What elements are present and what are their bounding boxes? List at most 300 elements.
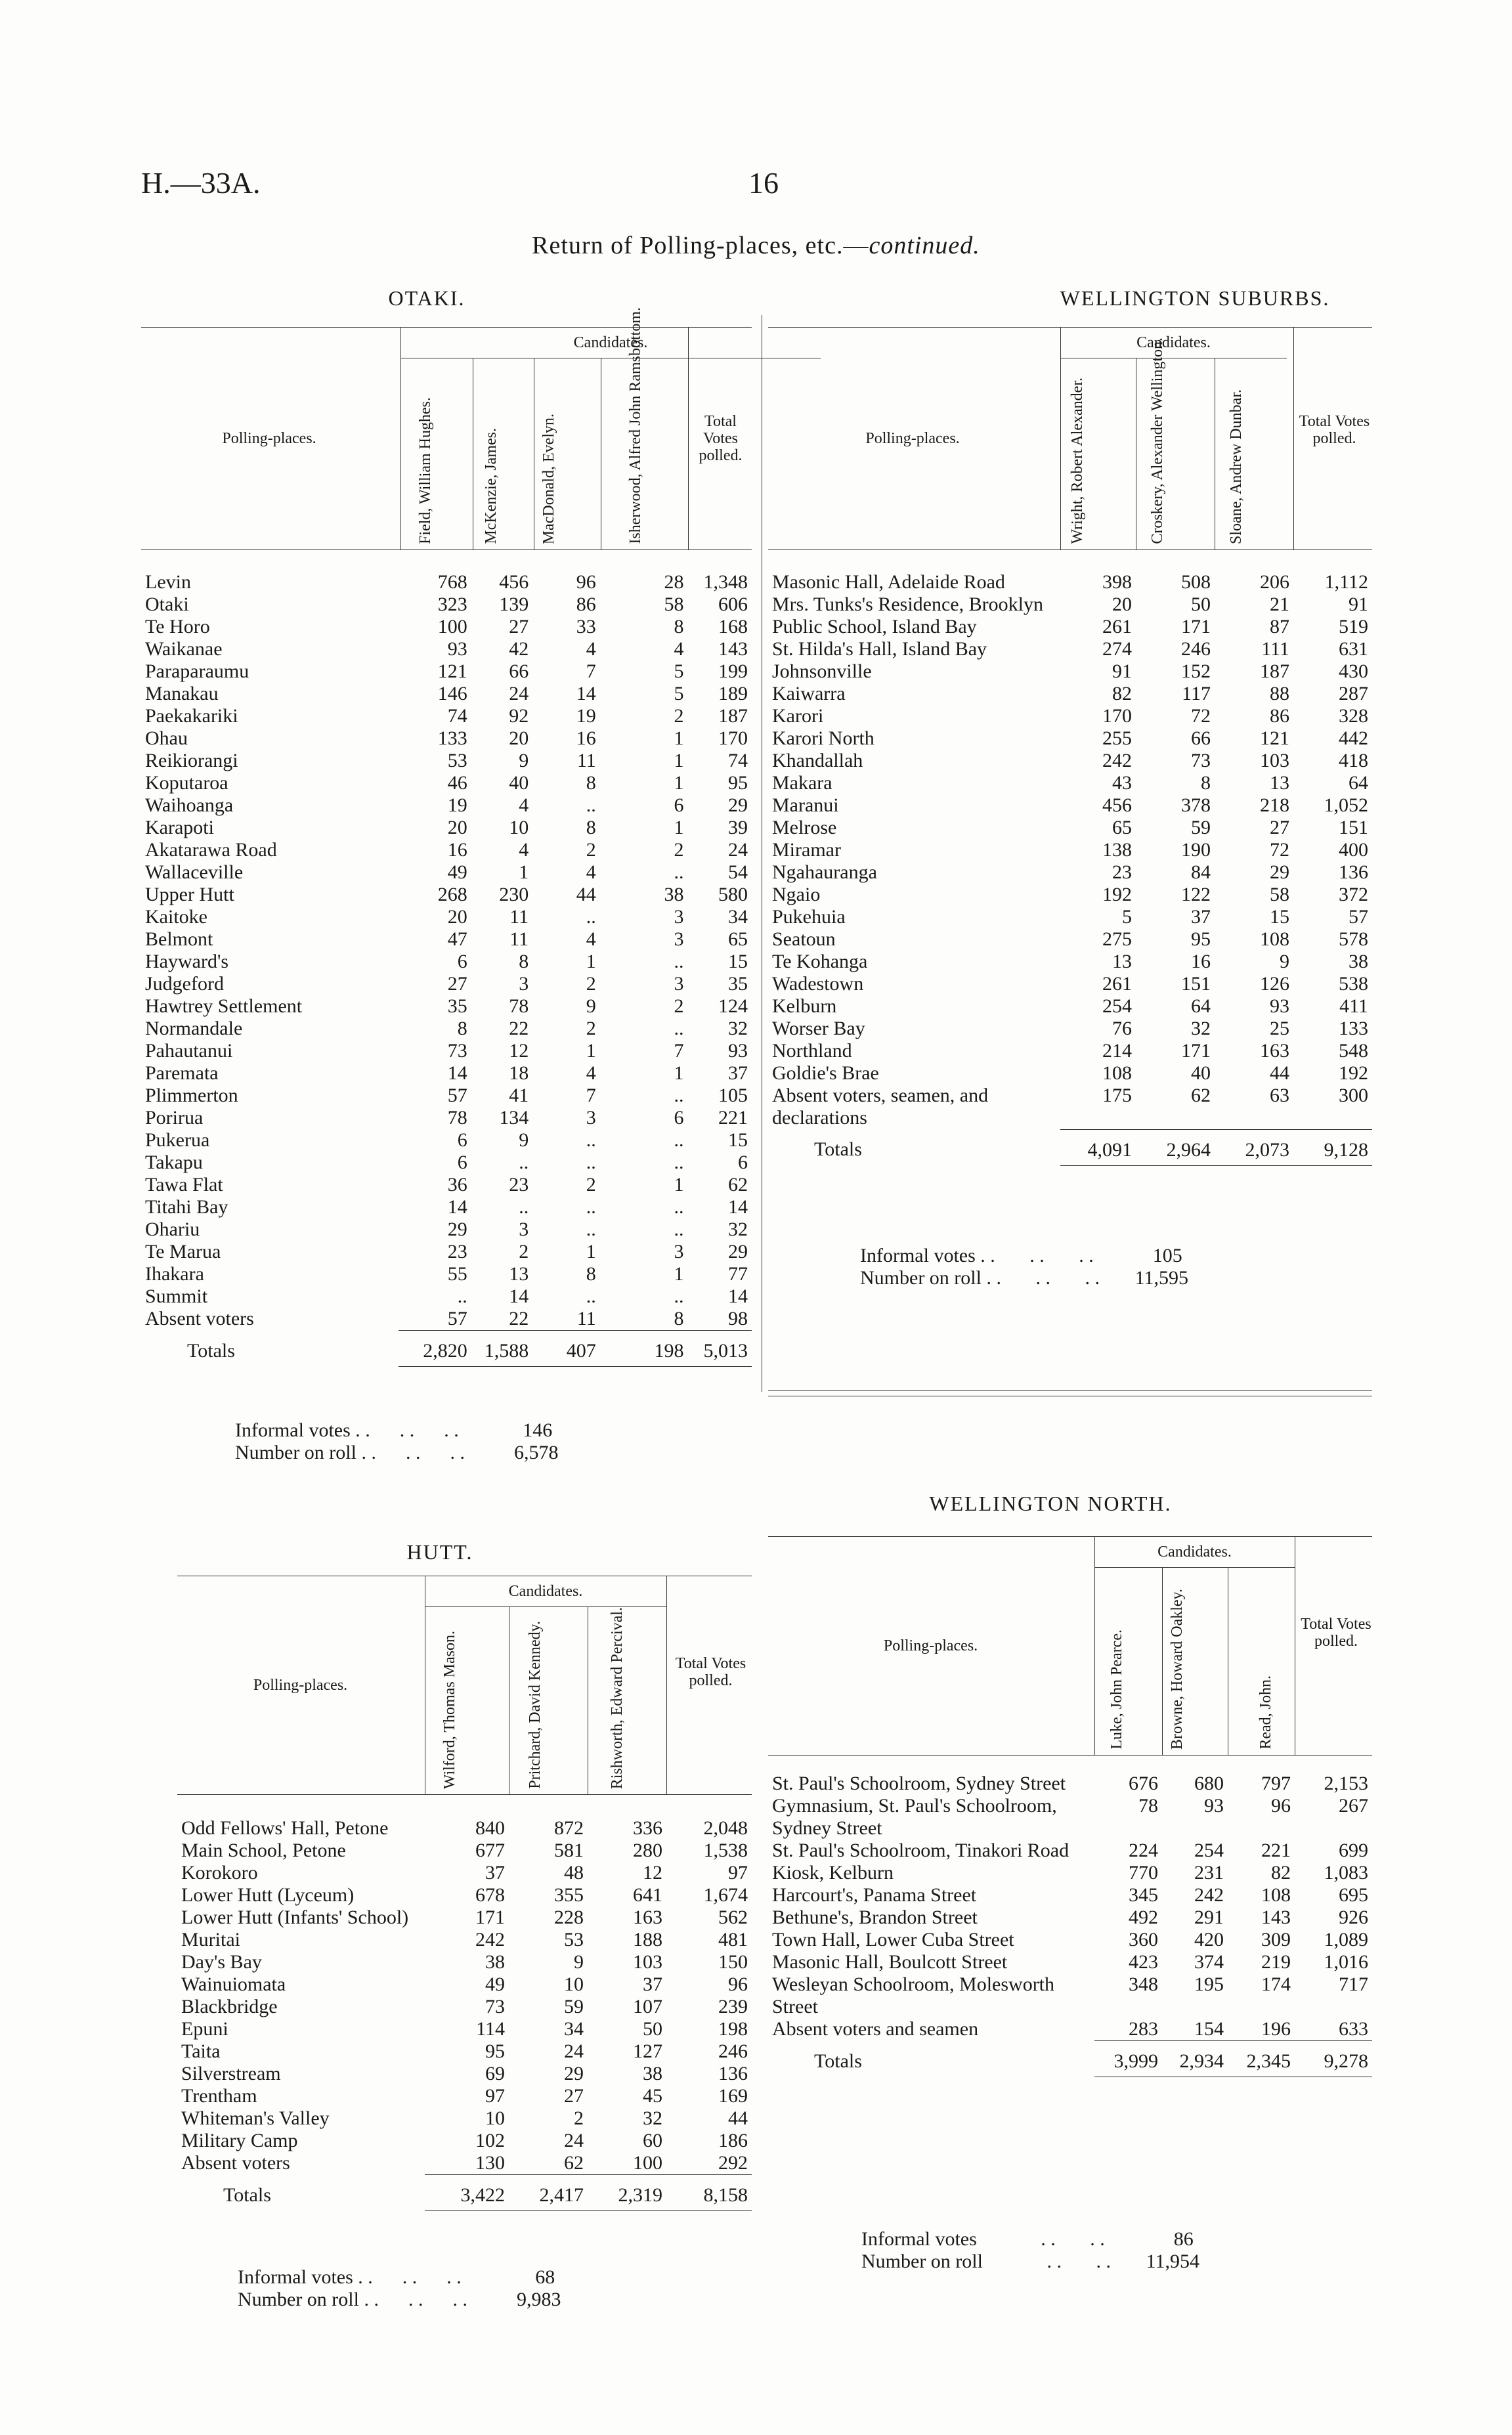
candidate-votes-cell: 66 — [1191, 727, 1211, 749]
candidate-votes-cell: 37 — [1191, 906, 1211, 928]
candidate-votes-cell: 74 — [447, 705, 467, 727]
polling-place-name: Pahautanui — [145, 1040, 233, 1062]
candidate-votes-cell: 16 — [1191, 951, 1211, 972]
polling-place-name: Karori — [772, 705, 824, 727]
total-votes-cell: 1,538 — [703, 1840, 748, 1861]
candidate-votes-cell: 50 — [643, 2018, 662, 2040]
north-candidate-1: Luke, John Pearce. — [1108, 1629, 1125, 1750]
candidate-votes-cell: 423 — [1129, 1951, 1158, 1973]
north-row — [768, 1795, 1372, 1840]
candidate-votes-cell: 163 — [1260, 1040, 1289, 1062]
suburbs-row — [768, 1040, 1372, 1062]
candidate-votes-cell: 92 — [509, 705, 529, 727]
total-votes-cell: 57 — [1349, 906, 1368, 928]
candidate-votes-cell: 275 — [1102, 928, 1132, 950]
candidate-votes-cell: 108 — [1260, 928, 1289, 950]
hutt-candidate-3: Rishworth, Edward Percival. — [609, 1606, 626, 1789]
candidate-votes-cell: 27 — [447, 973, 467, 995]
candidate-votes-cell: 87 — [1270, 616, 1289, 637]
candidate-votes-cell: 60 — [643, 2130, 662, 2151]
total-votes-cell: 538 — [1339, 973, 1368, 995]
candidate-votes-cell: 121 — [1260, 727, 1289, 749]
total-votes-cell: 548 — [1339, 1040, 1368, 1062]
candidate-votes-cell: 130 — [475, 2152, 505, 2174]
candidate-votes-cell: 59 — [564, 1996, 584, 2017]
north-informal-label: Informal votes — [861, 2228, 977, 2250]
north-polling-places-heading: Polling-places. — [883, 1637, 978, 1654]
total-votes-cell: 143 — [718, 638, 748, 660]
candidate-votes-cell: 36 — [447, 1174, 467, 1196]
candidate-votes-cell: 121 — [437, 660, 467, 682]
otaki-candidates-heading: Candidates. — [573, 334, 648, 351]
polling-place-name: Gymnasium, St. Paul's Schoolroom, Sydney Street — [772, 1795, 1057, 1839]
totals-cell: 198 — [600, 1331, 688, 1367]
totals-cell: 407 — [532, 1331, 600, 1367]
suburbs-row — [768, 571, 1372, 593]
otaki-row — [141, 951, 752, 973]
polling-place-name: Korokoro — [181, 1862, 258, 1884]
candidate-votes-cell: 4 — [519, 794, 529, 816]
candidate-votes-cell: 374 — [1194, 1951, 1224, 1973]
candidate-votes-cell: 29 — [447, 1218, 467, 1240]
hutt-row — [177, 2152, 752, 2175]
totals-cell: 8,158 — [666, 2175, 752, 2211]
candidate-votes-cell: 38 — [485, 1951, 505, 1973]
candidate-votes-cell: 230 — [499, 884, 529, 905]
total-votes-cell: 97 — [728, 1862, 748, 1884]
candidate-votes-cell: .. — [674, 1285, 684, 1307]
candidate-votes-cell: 163 — [633, 1907, 662, 1928]
polling-place-name: Hayward's — [145, 951, 229, 972]
totals-cell: 2,073 — [1215, 1129, 1293, 1165]
candidate-votes-cell: 770 — [1129, 1862, 1158, 1884]
candidate-votes-cell: 456 — [499, 571, 529, 593]
candidate-votes-cell: 58 — [1270, 884, 1289, 905]
totals-cell: 2,319 — [588, 2175, 666, 2211]
polling-place-name: Epuni — [181, 2018, 228, 2040]
candidate-votes-cell: 108 — [1102, 1062, 1132, 1084]
total-votes-cell: 606 — [718, 593, 748, 615]
candidate-votes-cell: 24 — [564, 2040, 584, 2062]
total-votes-cell: 24 — [728, 839, 748, 861]
total-votes-cell: 699 — [1339, 1840, 1368, 1861]
otaki-informal-value: 146 — [523, 1419, 553, 1441]
candidate-votes-cell: 1 — [674, 1174, 684, 1196]
otaki-column-header — [141, 307, 752, 550]
totals-cell: 3,999 — [1094, 2041, 1162, 2077]
candidate-votes-cell: 96 — [576, 571, 596, 593]
total-votes-cell: 221 — [718, 1107, 748, 1129]
candidate-votes-cell: 1 — [586, 1040, 596, 1062]
suburbs-polling-places-heading: Polling-places. — [865, 429, 960, 447]
candidate-votes-cell: .. — [674, 951, 684, 972]
candidate-votes-cell: 19 — [576, 705, 596, 727]
candidate-votes-cell: 9 — [519, 1129, 529, 1151]
hutt-row — [177, 1973, 752, 1996]
polling-place-name: Masonic Hall, Boulcott Street — [772, 1951, 1008, 1973]
otaki-row — [141, 727, 752, 750]
candidate-votes-cell: 15 — [1270, 906, 1289, 928]
candidate-votes-cell: 73 — [447, 1040, 467, 1062]
suburbs-row — [768, 616, 1372, 638]
otaki-polling-places-heading: Polling-places. — [222, 429, 316, 447]
polling-place-name: Ngahauranga — [772, 861, 877, 883]
hutt-row — [177, 1996, 752, 2018]
suburbs-row — [768, 638, 1372, 660]
total-votes-cell: 1,016 — [1324, 1951, 1368, 1973]
candidate-votes-cell: 280 — [633, 1840, 662, 1861]
polling-place-name: Paekakariki — [145, 705, 238, 727]
polling-place-name: Normandale — [145, 1018, 243, 1039]
candidate-votes-cell: 46 — [447, 772, 467, 794]
otaki-row — [141, 1062, 752, 1085]
totals-label: Totals — [814, 1138, 862, 1160]
candidate-votes-cell: 13 — [509, 1263, 529, 1285]
candidate-votes-cell: 32 — [1191, 1018, 1211, 1039]
hutt-row — [177, 2130, 752, 2152]
candidate-votes-cell: 9 — [1280, 951, 1289, 972]
candidate-votes-cell: 797 — [1261, 1773, 1291, 1794]
suburbs-row — [768, 705, 1372, 727]
candidate-votes-cell: 14 — [447, 1196, 467, 1218]
otaki-row — [141, 660, 752, 683]
suburbs-roll-value: 11,595 — [1134, 1267, 1188, 1289]
suburbs-row — [768, 727, 1372, 750]
candidate-votes-cell: 8 — [1201, 772, 1211, 794]
candidate-votes-cell: 676 — [1129, 1773, 1158, 1794]
hutt-candidate-1: Wilford, Thomas Mason. — [441, 1630, 458, 1789]
candidate-votes-cell: 16 — [576, 727, 596, 749]
candidate-votes-cell: 7 — [674, 1040, 684, 1062]
suburbs-row — [768, 794, 1372, 817]
candidate-votes-cell: 82 — [1112, 683, 1132, 704]
otaki-row — [141, 705, 752, 727]
candidate-votes-cell: 49 — [485, 1973, 505, 1995]
otaki-row — [141, 638, 752, 660]
candidate-votes-cell: 72 — [1191, 705, 1211, 727]
polling-place-name: Kaiwarra — [772, 683, 846, 704]
total-votes-cell: 14 — [728, 1285, 748, 1307]
suburbs-column-header — [768, 327, 1372, 550]
total-votes-cell: 411 — [1339, 995, 1368, 1017]
suburbs-informal-label: Informal votes — [860, 1245, 976, 1266]
candidate-votes-cell: 1 — [586, 1241, 596, 1262]
candidate-votes-cell: 62 — [564, 2152, 584, 2174]
polling-place-name: Tawa Flat — [145, 1174, 223, 1196]
candidate-votes-cell: 33 — [576, 616, 596, 637]
suburbs-informal-votes: Informal votes . . . . . . 105 — [860, 1245, 1182, 1266]
candidate-votes-cell: 221 — [1261, 1840, 1291, 1861]
candidate-votes-cell: 2 — [586, 973, 596, 995]
totals-cell: 4,091 — [1060, 1129, 1136, 1165]
candidate-votes-cell: 35 — [447, 995, 467, 1017]
candidate-votes-cell: 47 — [447, 928, 467, 950]
polling-place-name: Te Kohanga — [772, 951, 868, 972]
otaki-candidate-1: Field, William Hughes. — [417, 397, 434, 544]
suburbs-row — [768, 772, 1372, 794]
candidate-votes-cell: 5 — [674, 683, 684, 704]
polling-place-name: Kiosk, Kelburn — [772, 1862, 894, 1884]
candidate-votes-cell: 4 — [674, 638, 684, 660]
total-votes-cell: 2,048 — [703, 1817, 748, 1839]
suburbs-candidate-1: Wright, Robert Alexander. — [1069, 377, 1086, 544]
candidate-votes-cell: 127 — [633, 2040, 662, 2062]
total-votes-cell: 1,348 — [703, 571, 748, 593]
candidate-votes-cell: 1 — [519, 861, 529, 883]
north-row — [768, 1773, 1372, 1795]
hutt-totals-row — [177, 2175, 752, 2211]
total-votes-cell: 292 — [718, 2152, 748, 2174]
candidate-votes-cell: 66 — [509, 660, 529, 682]
polling-place-name: Masonic Hall, Adelaide Road — [772, 571, 1005, 593]
candidate-votes-cell: 114 — [476, 2018, 505, 2040]
total-votes-cell: 430 — [1339, 660, 1368, 682]
hutt-informal-label: Informal votes — [238, 2266, 353, 2288]
otaki-row — [141, 772, 752, 794]
candidate-votes-cell: 2 — [674, 995, 684, 1017]
totals-cell: 2,964 — [1136, 1129, 1215, 1165]
otaki-row — [141, 884, 752, 906]
total-votes-cell: 189 — [718, 683, 748, 704]
candidate-votes-cell: 37 — [485, 1862, 505, 1884]
polling-place-name: St. Paul's Schoolroom, Tinakori Road — [772, 1840, 1069, 1861]
candidate-votes-cell: 69 — [485, 2063, 505, 2084]
candidate-votes-cell: 3 — [674, 906, 684, 928]
candidate-votes-cell: 1 — [674, 750, 684, 771]
candidate-votes-cell: .. — [586, 1152, 596, 1173]
candidate-votes-cell: 228 — [554, 1907, 584, 1928]
candidate-votes-cell: .. — [586, 1196, 596, 1218]
candidate-votes-cell: 283 — [1129, 2018, 1158, 2040]
polling-place-name: Takapu — [145, 1152, 203, 1173]
candidate-votes-cell: 2 — [586, 1018, 596, 1039]
candidate-votes-cell: 38 — [643, 2063, 662, 2084]
suburbs-candidate-3: Sloane, Andrew Dunbar. — [1228, 389, 1245, 544]
north-row — [768, 1862, 1372, 1884]
candidate-votes-cell: 3 — [674, 973, 684, 995]
total-votes-cell: 372 — [1339, 884, 1368, 905]
candidate-votes-cell: 1 — [674, 1263, 684, 1285]
total-votes-cell: 93 — [728, 1040, 748, 1062]
candidate-votes-cell: 187 — [1260, 660, 1289, 682]
total-votes-cell: 32 — [728, 1218, 748, 1240]
hutt-row — [177, 2107, 752, 2130]
total-votes-cell: 1,112 — [1324, 571, 1368, 593]
totals-cell: 2,417 — [509, 2175, 588, 2211]
hutt-number-on-roll: Number on roll . . . . . . 9,983 — [238, 2289, 561, 2310]
candidate-votes-cell: 2 — [586, 839, 596, 861]
candidate-votes-cell: 420 — [1194, 1929, 1224, 1950]
north-candidates-heading: Candidates. — [1157, 1543, 1232, 1561]
candidate-votes-cell: 206 — [1260, 571, 1289, 593]
otaki-row — [141, 1285, 752, 1308]
candidate-votes-cell: 25 — [1270, 1018, 1289, 1039]
total-votes-cell: 633 — [1339, 2018, 1368, 2040]
otaki-results-table — [141, 571, 752, 1367]
candidate-votes-cell: 336 — [633, 1817, 662, 1839]
candidate-votes-cell: .. — [457, 1285, 467, 1307]
otaki-row — [141, 593, 752, 616]
candidate-votes-cell: 49 — [447, 861, 467, 883]
candidate-votes-cell: 100 — [633, 2152, 662, 2174]
candidate-votes-cell: 6 — [457, 1129, 467, 1151]
candidate-votes-cell: 134 — [499, 1107, 529, 1129]
otaki-candidate-3: MacDonald, Evelyn. — [540, 413, 557, 544]
total-votes-cell: 65 — [728, 928, 748, 950]
total-votes-cell: 29 — [728, 794, 748, 816]
candidate-votes-cell: 10 — [485, 2107, 505, 2129]
polling-place-name: Absent voters — [145, 1308, 254, 1329]
candidate-votes-cell: 76 — [1112, 1018, 1132, 1039]
candidate-votes-cell: 111 — [1261, 638, 1289, 660]
candidate-votes-cell: 345 — [1129, 1884, 1158, 1906]
suburbs-row — [768, 593, 1372, 616]
candidate-votes-cell: 108 — [1261, 1884, 1291, 1906]
hutt-total-heading: Total Votes polled. — [675, 1655, 746, 1689]
polling-place-name: Trentham — [181, 2085, 257, 2107]
north-number-on-roll: Number on roll . . . . 11,954 — [861, 2251, 1199, 2272]
polling-place-name: Te Horo — [145, 616, 210, 637]
candidate-votes-cell: 93 — [447, 638, 467, 660]
candidate-votes-cell: 95 — [485, 2040, 505, 2062]
total-votes-cell: 95 — [728, 772, 748, 794]
candidate-votes-cell: 175 — [1102, 1085, 1132, 1106]
candidate-votes-cell: 102 — [475, 2130, 505, 2151]
suburbs-roll-label: Number on roll — [860, 1267, 982, 1289]
total-votes-cell: 29 — [728, 1241, 748, 1262]
candidate-votes-cell: 171 — [1181, 616, 1211, 637]
suburbs-row — [768, 683, 1372, 705]
candidate-votes-cell: 41 — [509, 1085, 529, 1106]
total-votes-cell: 239 — [718, 1996, 748, 2017]
suburbs-total-heading: Total Votes polled. — [1299, 413, 1370, 447]
candidate-votes-cell: 43 — [1112, 772, 1132, 794]
suburbs-row — [768, 995, 1372, 1018]
candidate-votes-cell: 19 — [447, 794, 467, 816]
total-votes-cell: 136 — [1339, 861, 1368, 883]
polling-place-name: Worser Bay — [772, 1018, 865, 1039]
hutt-row — [177, 1840, 752, 1862]
candidate-votes-cell: 218 — [1260, 794, 1289, 816]
total-votes-cell: 136 — [718, 2063, 748, 2084]
candidate-votes-cell: 23 — [509, 1174, 529, 1196]
north-informal-value: 86 — [1173, 2228, 1194, 2250]
total-votes-cell: 151 — [1339, 817, 1368, 838]
north-row — [768, 1973, 1372, 2018]
candidate-votes-cell: 103 — [1260, 750, 1289, 771]
totals-cell: 9,128 — [1293, 1129, 1372, 1165]
candidate-votes-cell: 268 — [437, 884, 467, 905]
totals-cell: 5,013 — [687, 1331, 752, 1367]
candidate-votes-cell: 86 — [1270, 705, 1289, 727]
candidate-votes-cell: 768 — [437, 571, 467, 593]
total-votes-cell: 300 — [1339, 1085, 1368, 1106]
total-votes-cell: 578 — [1339, 928, 1368, 950]
hutt-polling-places-heading: Polling-places. — [253, 1676, 348, 1694]
hutt-title: HUTT. — [406, 1540, 473, 1564]
candidate-votes-cell: 117 — [1182, 683, 1211, 704]
hutt-row — [177, 2040, 752, 2063]
polling-place-name: Porirua — [145, 1107, 204, 1129]
polling-place-name: Absent voters — [181, 2152, 290, 2174]
suburbs-totals-row — [768, 1129, 1372, 1165]
polling-place-name: Hawtrey Settlement — [145, 995, 303, 1017]
totals-cell: 2,345 — [1228, 2041, 1295, 2077]
polling-place-name: Pukehuia — [772, 906, 846, 928]
polling-place-name: Blackbridge — [181, 1996, 278, 2017]
candidate-votes-cell: 27 — [564, 2085, 584, 2107]
candidate-votes-cell: 23 — [447, 1241, 467, 1262]
total-votes-cell: 631 — [1339, 638, 1368, 660]
candidate-votes-cell: 2 — [586, 1174, 596, 1196]
candidate-votes-cell: 309 — [1261, 1929, 1291, 1950]
total-votes-cell: 287 — [1339, 683, 1368, 704]
suburbs-row — [768, 1062, 1372, 1085]
candidate-votes-cell: 29 — [1270, 861, 1289, 883]
hutt-row — [177, 1907, 752, 1929]
total-votes-cell: 54 — [728, 861, 748, 883]
totals-cell: 2,934 — [1162, 2041, 1228, 2077]
candidate-votes-cell: 1 — [674, 727, 684, 749]
candidate-votes-cell: 22 — [509, 1018, 529, 1039]
candidate-votes-cell: 641 — [633, 1884, 662, 1906]
candidate-votes-cell: 255 — [1102, 727, 1132, 749]
total-votes-cell: 1,083 — [1324, 1862, 1368, 1884]
candidate-votes-cell: .. — [674, 1218, 684, 1240]
candidate-votes-cell: 14 — [447, 1062, 467, 1084]
total-votes-cell: 38 — [1349, 951, 1368, 972]
candidate-votes-cell: 170 — [1102, 705, 1132, 727]
candidate-votes-cell: 122 — [1181, 884, 1211, 905]
candidate-votes-cell: 12 — [509, 1040, 529, 1062]
polling-place-name: Wadestown — [772, 973, 864, 995]
candidate-votes-cell: 5 — [674, 660, 684, 682]
total-votes-cell: 124 — [718, 995, 748, 1017]
otaki-row — [141, 1040, 752, 1062]
candidate-votes-cell: 48 — [564, 1862, 584, 1884]
candidate-votes-cell: 456 — [1102, 794, 1132, 816]
candidate-votes-cell: 2 — [674, 839, 684, 861]
candidate-votes-cell: 3 — [674, 1241, 684, 1262]
page-title — [0, 231, 1512, 260]
candidate-votes-cell: 86 — [576, 593, 596, 615]
suburbs-candidate-2: Croskery, Alexander Wellington. — [1149, 337, 1166, 544]
candidate-votes-cell: 78 — [447, 1107, 467, 1129]
candidate-votes-cell: 28 — [664, 571, 684, 593]
otaki-number-on-roll: Number on roll . . . . . . 6,578 — [235, 1442, 559, 1463]
candidate-votes-cell: 348 — [1129, 1973, 1158, 1995]
otaki-roll-label: Number on roll — [235, 1442, 356, 1463]
north-results-table — [768, 1773, 1372, 2077]
candidate-votes-cell: 73 — [1191, 750, 1211, 771]
candidate-votes-cell: 55 — [447, 1263, 467, 1285]
polling-place-name: Manakau — [145, 683, 219, 704]
candidate-votes-cell: 37 — [643, 1973, 662, 1995]
otaki-row — [141, 928, 752, 951]
candidate-votes-cell: 40 — [1191, 1062, 1211, 1084]
total-votes-cell: 926 — [1339, 1907, 1368, 1928]
north-row — [768, 1907, 1372, 1929]
otaki-row — [141, 616, 752, 638]
suburbs-row — [768, 839, 1372, 861]
page-number: 16 — [748, 166, 779, 200]
suburbs-row — [768, 928, 1372, 951]
candidate-votes-cell: 44 — [576, 884, 596, 905]
candidate-votes-cell: 8 — [674, 616, 684, 637]
candidate-votes-cell: 63 — [1270, 1085, 1289, 1106]
polling-place-name: Makara — [772, 772, 832, 794]
totals-cell: 3,422 — [425, 2175, 509, 2211]
